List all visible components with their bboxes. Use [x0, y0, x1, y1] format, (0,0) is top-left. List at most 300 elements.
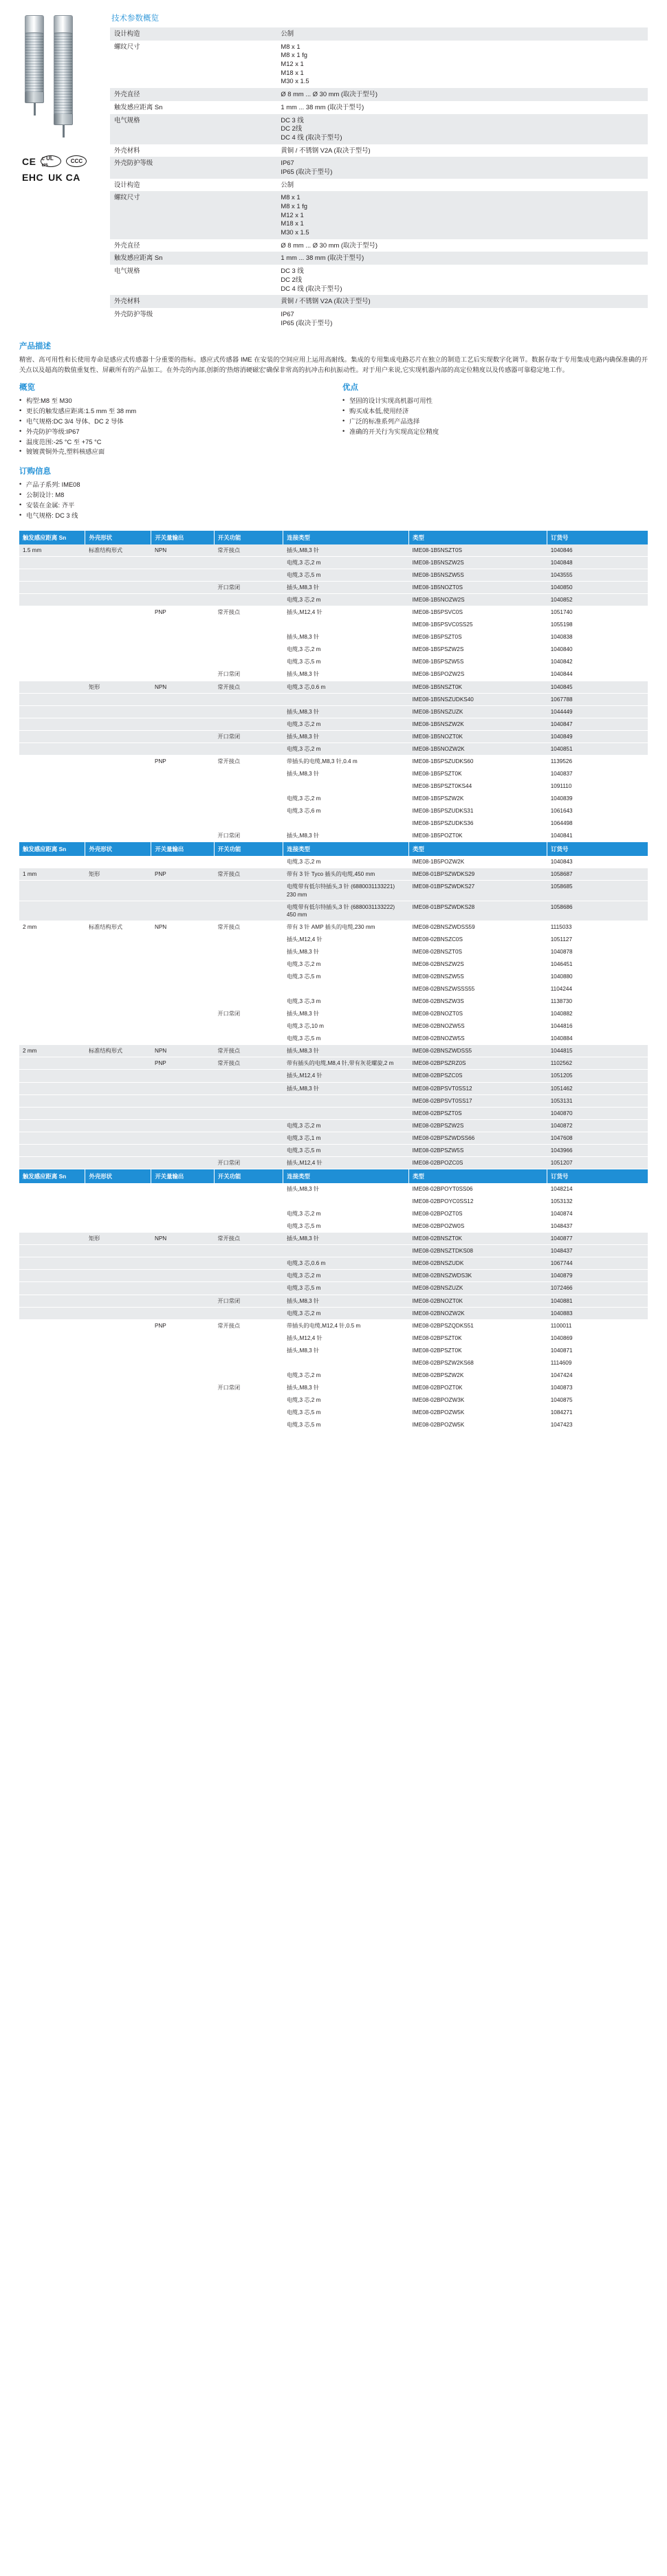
cell-conn [283, 817, 409, 830]
cell-order: 1040883 [547, 1307, 648, 1319]
column-header: 触发感应距离 Sn [19, 1169, 85, 1183]
table-row [19, 1270, 648, 1282]
mark-row-2 [22, 172, 100, 183]
cell-conn: 电缆,3 芯,5 m [283, 1220, 409, 1233]
cell-shape [85, 970, 151, 982]
cell-out [151, 1070, 214, 1082]
cell-type: IME08-02BPSZT0K [409, 1332, 547, 1344]
cell-type: IME08-1B5PSZW2K [409, 793, 547, 805]
cell-sn [19, 1407, 85, 1419]
cell-conn [283, 1094, 409, 1107]
cell-sn [19, 1381, 85, 1394]
cell-conn: 插头,M12,4 针 [283, 606, 409, 619]
cell-fn [214, 1144, 283, 1156]
table-row [19, 901, 648, 921]
cell-type: IME08-02BPSZT0S [409, 1107, 547, 1119]
cell-fn [214, 1356, 283, 1369]
cell-conn: 插头,M8,3 针 [283, 1344, 409, 1356]
cell-fn [214, 1220, 283, 1233]
spec-key: 电气规格 [110, 265, 276, 295]
table-row [19, 742, 648, 755]
cell-fn [214, 817, 283, 830]
cell-order: 1048437 [547, 1220, 648, 1233]
cell-fn [214, 1344, 283, 1356]
spec-row [110, 308, 648, 329]
cell-sn [19, 1319, 85, 1332]
table-row [19, 631, 648, 643]
cell-type: IME08-02BPOZT0K [409, 1381, 547, 1394]
cell-type: IME08-1B5PSZT0S [409, 631, 547, 643]
cell-order: 1040873 [547, 1381, 648, 1394]
cell-shape [85, 1008, 151, 1020]
cell-shape [85, 1119, 151, 1132]
cell-shape [85, 933, 151, 945]
cell-order: 1040843 [547, 856, 648, 868]
cell-conn [283, 693, 409, 705]
cell-type: IME08-1B5PSZUDKS36 [409, 817, 547, 830]
spec-row [110, 41, 648, 88]
cell-type: IME08-1B5NOZW2S [409, 594, 547, 606]
cell-type: IME08-02BPOZW5K [409, 1419, 547, 1431]
benefits-title: 优点 [342, 384, 358, 393]
cell-out [151, 1295, 214, 1307]
cell-conn: 插头,M8,3 针 [283, 544, 409, 557]
cell-out [151, 1407, 214, 1419]
cell-sn [19, 718, 85, 730]
spec-key: 螺纹尺寸 [110, 191, 276, 239]
cell-type: IME08-02BPSZW5S [409, 1144, 547, 1156]
cell-fn: 常开接点 [214, 1319, 283, 1332]
table-row [19, 1307, 648, 1319]
table-row [19, 1107, 648, 1119]
cell-fn: 常开接点 [214, 606, 283, 619]
product-table-header [19, 531, 648, 544]
cell-type: IME08-02BNSZW2S [409, 958, 547, 970]
cell-sn [19, 668, 85, 681]
cell-sn [19, 1094, 85, 1107]
cell-order: 1051462 [547, 1082, 648, 1094]
ul-mark-icon: c UL us [41, 155, 61, 167]
cell-conn: 电缆,3 芯,6 m [283, 805, 409, 817]
top-section [19, 12, 648, 329]
column-header: 外壳形状 [85, 531, 151, 544]
cell-sn [19, 594, 85, 606]
cell-sn [19, 767, 85, 780]
cell-type: IME08-1B5NOZT0K [409, 730, 547, 742]
cell-order: 1040851 [547, 742, 648, 755]
cell-out [151, 1020, 214, 1033]
cell-fn [214, 1020, 283, 1033]
cell-fn: 常开接点 [214, 544, 283, 557]
cell-type: IME08-02BPSVT0SS17 [409, 1094, 547, 1107]
cell-shape [85, 1257, 151, 1270]
spec-value: 公制 [276, 179, 648, 192]
cell-sn [19, 995, 85, 1008]
certification-marks [19, 155, 100, 183]
cell-fn [214, 1094, 283, 1107]
cell-shape [85, 594, 151, 606]
cell-out [151, 780, 214, 793]
cell-shape [85, 1369, 151, 1381]
cell-out [151, 856, 214, 868]
spec-value: IP67 IP65 (取决于型号) [276, 157, 648, 178]
cell-conn: 电缆,3 芯,5 m [283, 1407, 409, 1419]
cell-out: PNP [151, 868, 214, 881]
cell-sn: 2 mm [19, 1045, 85, 1057]
cell-fn [214, 631, 283, 643]
cell-shape [85, 1020, 151, 1033]
description-title: 产品描述 [19, 342, 51, 351]
cell-order: 1040870 [547, 1107, 648, 1119]
overview-list [19, 396, 325, 457]
column-header: 开关量输出 [151, 842, 214, 857]
cell-out: PNP [151, 1057, 214, 1070]
cell-conn: 插头,M8,3 针 [283, 1008, 409, 1020]
cell-order: 1104244 [547, 983, 648, 995]
cell-fn [214, 619, 283, 631]
table-row [19, 1132, 648, 1144]
cell-order: 1043555 [547, 569, 648, 581]
cell-order: 1047608 [547, 1132, 648, 1144]
ordering-item: • 公制设计: M8 [19, 490, 648, 500]
cell-out: NPN [151, 1233, 214, 1245]
cell-conn: 插头,M8,3 针 [283, 945, 409, 958]
cell-type: IME08-02BPSZRZ0S [409, 1057, 547, 1070]
cell-conn: 电缆,3 芯,2 m [283, 1208, 409, 1220]
cell-shape [85, 1282, 151, 1295]
cell-out: NPN [151, 921, 214, 933]
cell-shape [85, 1144, 151, 1156]
cell-order: 1040874 [547, 1208, 648, 1220]
cell-fn [214, 983, 283, 995]
table-row [19, 681, 648, 693]
cell-order: 1040842 [547, 656, 648, 668]
cell-conn: 电缆,3 芯,0.6 m [283, 681, 409, 693]
table-row [19, 995, 648, 1008]
spec-key: 外壳材料 [110, 295, 276, 308]
cell-shape [85, 793, 151, 805]
cell-out [151, 718, 214, 730]
cell-shape [85, 830, 151, 842]
cell-type: IME08-02BNSZUZK [409, 1282, 547, 1295]
cell-type: IME08-02BPSZW2S [409, 1119, 547, 1132]
cell-fn: 开口常闭 [214, 1381, 283, 1394]
cell-type: IME08-1B5NSZW2K [409, 718, 547, 730]
ordering-item: • 产品子系列: IME08 [19, 480, 648, 490]
cell-out [151, 693, 214, 705]
cell-order: 1040845 [547, 681, 648, 693]
cell-shape [85, 1407, 151, 1419]
cell-shape [85, 1183, 151, 1196]
cell-conn: 插头,M8,3 针 [283, 1381, 409, 1394]
column-header: 连接类型 [283, 842, 409, 857]
cell-shape [85, 901, 151, 921]
cell-conn: 电缆,3 芯,5 m [283, 1033, 409, 1045]
spec-row [110, 239, 648, 252]
cell-fn [214, 1070, 283, 1082]
cell-sn [19, 1082, 85, 1094]
cell-type: IME08-01BPSZWDKS29 [409, 868, 547, 881]
cell-conn: 插头,M8,3 针 [283, 1295, 409, 1307]
cell-shape [85, 995, 151, 1008]
cell-shape [85, 767, 151, 780]
cell-sn [19, 1419, 85, 1431]
cell-sn: 2 mm [19, 921, 85, 933]
spec-value: 黄铜 / 不锈钢 V2A (取决于型号) [276, 295, 648, 308]
cell-order: 1040844 [547, 668, 648, 681]
cell-conn: 电缆,3 芯,2 m [283, 718, 409, 730]
cell-out: NPN [151, 681, 214, 693]
table-row [19, 1394, 648, 1407]
cell-fn [214, 693, 283, 705]
overview-item: • 温度范围:-25 °C 至 +75 °C [19, 437, 325, 448]
cell-sn [19, 1245, 85, 1257]
spec-value: M8 x 1 M8 x 1 fg M12 x 1 M18 x 1 M30 x 1.5 [276, 191, 648, 239]
cell-fn [214, 901, 283, 921]
benefit-item: • 购买成本低,使用经济 [342, 406, 648, 417]
cell-type: IME08-02BPSZQDKS51 [409, 1319, 547, 1332]
cell-fn [214, 594, 283, 606]
cell-order: 1040881 [547, 1295, 648, 1307]
cell-shape [85, 643, 151, 656]
product-table [19, 531, 648, 1431]
table-row [19, 582, 648, 594]
table-row [19, 1295, 648, 1307]
cell-fn: 开口常闭 [214, 582, 283, 594]
cell-order: 1040841 [547, 830, 648, 842]
cell-shape [85, 730, 151, 742]
column-header: 触发感应距离 Sn [19, 531, 85, 544]
cell-out [151, 958, 214, 970]
cell-fn [214, 1394, 283, 1407]
benefits-list [342, 396, 648, 437]
cell-order: 1040850 [547, 582, 648, 594]
cell-out [151, 631, 214, 643]
table-row [19, 1082, 648, 1094]
cell-out [151, 901, 214, 921]
table-row [19, 1233, 648, 1245]
spec-table [110, 27, 648, 329]
cell-type: IME08-02BNOZT0S [409, 1008, 547, 1020]
cell-type: IME08-1B5NSZUZK [409, 705, 547, 718]
column-header: 类型 [409, 842, 547, 857]
cell-type: IME08-1B5NSZT0S [409, 544, 547, 557]
cell-order: 1067788 [547, 693, 648, 705]
spec-key: 电气规格 [110, 114, 276, 144]
cell-type: IME08-1B5PSVC0S [409, 606, 547, 619]
cell-fn: 常开接点 [214, 681, 283, 693]
cell-conn: 电缆,3 芯,2 m [283, 793, 409, 805]
cell-order: 1044815 [547, 1045, 648, 1057]
cell-order: 1100011 [547, 1319, 648, 1332]
cell-out [151, 705, 214, 718]
cell-out [151, 1008, 214, 1020]
cell-type: IME08-02BNSZT0K [409, 1233, 547, 1245]
cell-conn: 带插头的电缆,M8,3 针,0.4 m [283, 755, 409, 767]
spec-value: 1 mm ... 38 mm (取决于型号) [276, 101, 648, 114]
cell-out [151, 1245, 214, 1257]
cell-out [151, 1381, 214, 1394]
cell-order: 1040871 [547, 1344, 648, 1356]
cell-shape [85, 1356, 151, 1369]
cell-order: 1040879 [547, 1270, 648, 1282]
cell-shape [85, 1344, 151, 1356]
sensor-body [25, 33, 44, 92]
cell-sn [19, 569, 85, 581]
cell-conn [283, 1107, 409, 1119]
cell-fn [214, 1419, 283, 1431]
cell-shape [85, 569, 151, 581]
cell-sn [19, 582, 85, 594]
cell-shape [85, 1156, 151, 1169]
table-row [19, 705, 648, 718]
cell-type: IME08-02BPSZW2KS68 [409, 1356, 547, 1369]
cell-sn [19, 970, 85, 982]
cell-out [151, 1107, 214, 1119]
cell-type: IME08-1B5PSZW5S [409, 656, 547, 668]
cell-sn [19, 1356, 85, 1369]
cell-sn [19, 1344, 85, 1356]
sensor-image-long [54, 15, 73, 137]
cell-shape [85, 817, 151, 830]
cell-order: 1051205 [547, 1070, 648, 1082]
cell-out [151, 1082, 214, 1094]
cell-conn: 电缆,3 芯,0.6 m [283, 1257, 409, 1270]
column-header: 类型 [409, 531, 547, 544]
cell-sn [19, 1295, 85, 1307]
table-row [19, 1257, 648, 1270]
table-row [19, 594, 648, 606]
cell-sn [19, 856, 85, 868]
table-row [19, 983, 648, 995]
cell-sn [19, 755, 85, 767]
cell-sn [19, 606, 85, 619]
cell-sn [19, 1307, 85, 1319]
cell-order: 1040877 [547, 1233, 648, 1245]
cell-conn: 电缆带有低尔特插头,3 针 (6880031133221) 230 mm [283, 881, 409, 901]
table-row [19, 1119, 648, 1132]
spec-row [110, 179, 648, 192]
cell-out [151, 656, 214, 668]
cell-conn: 电缆,3 芯,2 m [283, 643, 409, 656]
cell-out [151, 983, 214, 995]
spec-key: 触发感应距离 Sn [110, 101, 276, 114]
cell-out [151, 668, 214, 681]
column-header: 连接类型 [283, 531, 409, 544]
cell-sn [19, 1020, 85, 1033]
cell-type: IME08-02BPOYT0SS06 [409, 1183, 547, 1196]
cell-sn [19, 1132, 85, 1144]
cell-order: 1040852 [547, 594, 648, 606]
cell-sn [19, 1144, 85, 1156]
cell-type: IME08-01BPSZWDKS27 [409, 881, 547, 901]
cell-fn [214, 1407, 283, 1419]
overview-item: • 构型:M8 至 M30 [19, 396, 325, 406]
cell-shape [85, 1094, 151, 1107]
cell-sn [19, 1220, 85, 1233]
spec-key: 设计构造 [110, 27, 276, 41]
spec-row [110, 88, 648, 101]
cell-order: 1046451 [547, 958, 648, 970]
cell-shape [85, 780, 151, 793]
cell-order: 1058685 [547, 881, 648, 901]
cell-order: 1048214 [547, 1183, 648, 1196]
cell-shape [85, 1132, 151, 1144]
cell-out [151, 1144, 214, 1156]
cell-fn [214, 1132, 283, 1144]
cell-sn [19, 656, 85, 668]
cell-conn: 电缆带有低尔特插头,3 针 (6880031133222) 450 mm [283, 901, 409, 921]
cell-fn [214, 805, 283, 817]
column-header: 订货号 [547, 1169, 648, 1183]
table-row [19, 544, 648, 557]
overview-benefits-columns [19, 382, 648, 457]
cell-conn: 电缆,3 芯,10 m [283, 1020, 409, 1033]
cell-fn [214, 1208, 283, 1220]
table-row [19, 830, 648, 842]
cell-fn: 常开接点 [214, 1233, 283, 1245]
cell-conn [283, 780, 409, 793]
cell-type: IME08-02BNOZW2K [409, 1307, 547, 1319]
cell-sn [19, 1057, 85, 1070]
cell-out [151, 1356, 214, 1369]
cell-fn [214, 1307, 283, 1319]
cell-conn: 插头,M8,3 针 [283, 767, 409, 780]
description-section [19, 340, 648, 521]
cell-type: IME08-02BNSZT0S [409, 945, 547, 958]
cell-fn [214, 1369, 283, 1381]
cell-shape [85, 1270, 151, 1282]
table-row [19, 1156, 648, 1169]
cell-shape [85, 1307, 151, 1319]
cell-type: IME08-1B5PSVC0SS25 [409, 619, 547, 631]
cell-shape [85, 1332, 151, 1344]
cell-fn [214, 1270, 283, 1282]
cell-fn: 开口常闭 [214, 1008, 283, 1020]
table-row [19, 606, 648, 619]
cell-shape [85, 718, 151, 730]
cell-shape [85, 983, 151, 995]
cell-fn [214, 705, 283, 718]
product-image-column [19, 12, 100, 188]
cell-out [151, 619, 214, 631]
cell-out [151, 817, 214, 830]
cell-sn [19, 1369, 85, 1381]
table-row [19, 958, 648, 970]
cell-type: IME08-1B5PSZUDKS60 [409, 755, 547, 767]
cell-shape [85, 1208, 151, 1220]
cell-sn [19, 1070, 85, 1082]
table-row [19, 755, 648, 767]
cell-shape [85, 1381, 151, 1394]
overview-item: • 镀镀黄铜外壳,塑料核感应面 [19, 447, 325, 457]
cell-sn [19, 881, 85, 901]
cell-fn: 开口常闭 [214, 1295, 283, 1307]
cell-conn: 电缆,3 芯,2 m [283, 742, 409, 755]
eac-mark-icon: EHC [22, 172, 44, 183]
table-row [19, 668, 648, 681]
cell-type: IME08-1B5PSZT0K [409, 767, 547, 780]
spec-row [110, 27, 648, 41]
cell-sn [19, 901, 85, 921]
spec-row [110, 265, 648, 295]
spec-value: 1 mm ... 38 mm (取决于型号) [276, 252, 648, 265]
cell-out [151, 1208, 214, 1220]
cell-out [151, 1196, 214, 1208]
cell-conn: 电缆,3 芯,2 m [283, 1394, 409, 1407]
ordering-info-section [19, 465, 648, 521]
sensor-wire [63, 125, 65, 137]
